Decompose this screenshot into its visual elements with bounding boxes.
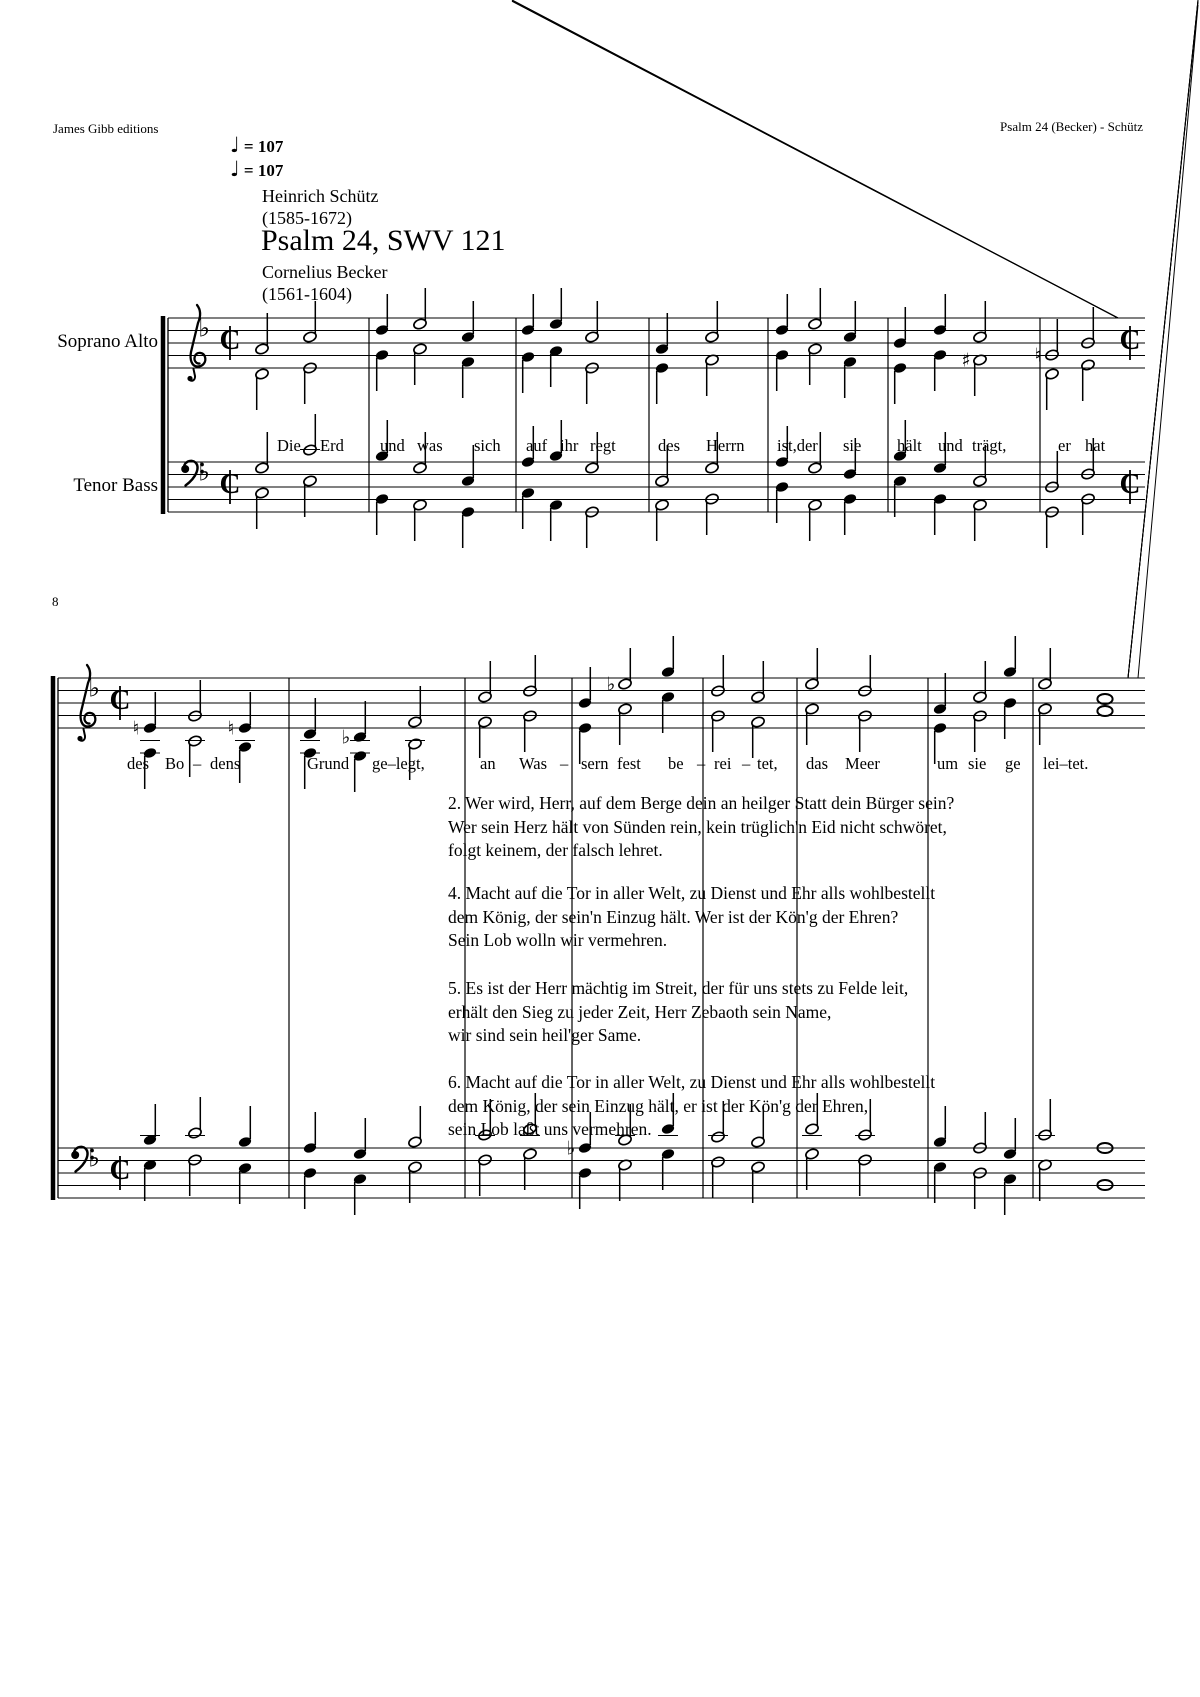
lyric-syllable: Was	[519, 754, 547, 773]
lyric-syllable: Die	[277, 436, 301, 455]
lyric-syllable: an	[480, 754, 496, 773]
lyric-syllable: regt	[590, 436, 616, 455]
lyric-syllable: des	[127, 754, 149, 773]
svg-text:C: C	[109, 684, 131, 716]
lyric-syllable: des	[658, 436, 680, 455]
work-title: Psalm 24, SWV 121	[261, 224, 506, 257]
lyric-syllable: ist,der	[777, 436, 818, 455]
lyric-syllable: lei–tet.	[1043, 754, 1089, 773]
verse-line: 2. Wer wird, Herr, auf dem Berge dein an heilger Statt dein Bürger sein?	[448, 793, 955, 813]
verse-text-6	[448, 1071, 935, 1142]
staff-label-soprano-alto: Soprano Alto	[57, 331, 158, 352]
svg-text:♭: ♭	[88, 673, 100, 703]
lyric-syllable: Herrn	[706, 436, 745, 455]
staff-label-tenor-bass: Tenor Bass	[73, 475, 158, 496]
tempo-value: = 107	[243, 161, 284, 180]
lyricist-name: Cornelius Becker	[262, 262, 388, 282]
quarter-note-icon: ♩	[230, 133, 240, 157]
verse-line: 4. Macht auf die Tor in aller Welt, zu Dienst und Ehr alls wohlbestellt	[448, 883, 936, 903]
svg-text:C: C	[1119, 468, 1141, 500]
svg-text:♭: ♭	[88, 1143, 100, 1173]
lyric-syllable: –	[560, 754, 569, 773]
lyric-syllable: –	[697, 754, 706, 773]
verse-text-2	[448, 792, 954, 863]
lyric-syllable: Bo	[165, 754, 185, 773]
lyric-syllable: tet,	[757, 754, 778, 773]
verse-line: Wer sein Herz hält von Sünden rein, kein trüglich'n Eid nicht schwöret,	[448, 816, 947, 837]
lyric-syllable: sich	[474, 436, 501, 455]
lyric-syllable: Meer	[845, 754, 880, 773]
verse-text-4	[448, 882, 935, 953]
svg-text:♮: ♮	[227, 717, 235, 740]
tempo-value: = 107	[243, 137, 284, 156]
svg-text:♭: ♭	[606, 673, 616, 696]
lyricist-dates: (1561-1604)	[262, 284, 352, 304]
svg-text:♭: ♭	[198, 313, 210, 343]
lyric-syllable: sie	[843, 436, 862, 455]
verse-line: wir sind sein heil'ger Same.	[448, 1025, 642, 1045]
lyric-syllable: das	[806, 754, 828, 773]
svg-text:C: C	[109, 1154, 131, 1186]
quarter-note-icon: ♩	[230, 157, 240, 181]
lyric-syllable: hält	[897, 436, 922, 455]
lyric-syllable: dens	[210, 754, 241, 773]
tempo-mark	[230, 133, 283, 157]
lyric-syllable: hat	[1085, 436, 1106, 455]
verse-line: erhält den Sieg zu jeder Zeit, Herr Zebaoth sein Name,	[448, 1001, 832, 1022]
lyric-syllable: was	[417, 436, 443, 455]
lyric-syllable: ge	[1005, 754, 1021, 773]
lyric-syllable: ge–legt,	[372, 754, 425, 773]
lyric-syllable: Grund	[307, 754, 350, 773]
measure-number: 8	[52, 594, 59, 609]
tempo-markings	[230, 133, 283, 181]
verse-line: 6. Macht auf die Tor in aller Welt, zu Dienst und Ehr alls wohlbestellt	[448, 1072, 936, 1092]
verse-line: sein Lob laßt uns vermehren.	[448, 1119, 652, 1139]
composer-name: Heinrich Schütz	[262, 186, 379, 206]
svg-text:C: C	[219, 324, 241, 356]
lyric-syllable: auf	[526, 436, 548, 455]
svg-text:C: C	[1119, 324, 1141, 356]
lyric-syllable: sie	[968, 754, 987, 773]
lyric-syllable: Erd	[320, 436, 344, 455]
tempo-mark	[230, 157, 283, 181]
verse-line: dem König, der sein'n Einzug hält. Wer ist der Kön'g der Ehren?	[448, 906, 899, 927]
svg-text:C: C	[219, 468, 241, 500]
running-header-title: Psalm 24 (Becker) - Schütz	[1000, 119, 1143, 134]
svg-text:♮: ♮	[132, 717, 140, 740]
svg-text:♯: ♯	[961, 349, 971, 372]
lyric-syllable: rei	[714, 754, 732, 773]
verse-line: 5. Es ist der Herr mächtig im Streit, der für uns stets zu Felde leit,	[448, 978, 909, 998]
lyric-syllable: sern	[581, 754, 609, 773]
verse-line: folgt keinem, der falsch lehret.	[448, 840, 663, 860]
svg-text:♭: ♭	[198, 457, 210, 487]
svg-text:♭: ♭	[341, 726, 351, 749]
lyric-syllable: fest	[617, 754, 641, 773]
lyric-syllable: be	[668, 754, 684, 773]
lyric-syllable: ihr	[560, 436, 579, 455]
verse-line: Sein Lob wolln wir vermehren.	[448, 930, 668, 950]
verse-text-5	[448, 977, 908, 1048]
lyric-syllable: –	[742, 754, 751, 773]
lyric-syllable: und	[938, 436, 963, 455]
lyric-syllable: trägt,	[972, 436, 1007, 455]
svg-text:♮: ♮	[1034, 344, 1042, 367]
lyric-syllable: er	[1058, 436, 1071, 455]
composer-dates: (1585-1672)	[262, 208, 352, 228]
lyric-syllable: –	[193, 754, 202, 773]
lyric-syllable: und	[380, 436, 405, 455]
verse-line: dem König, der sein Einzug hält, er ist der Kön'g der Ehren,	[448, 1095, 869, 1116]
lyric-syllable: um	[937, 754, 959, 773]
edition-credit: James Gibb editions	[53, 121, 159, 136]
svg-text:♭: ♭	[566, 1137, 576, 1160]
